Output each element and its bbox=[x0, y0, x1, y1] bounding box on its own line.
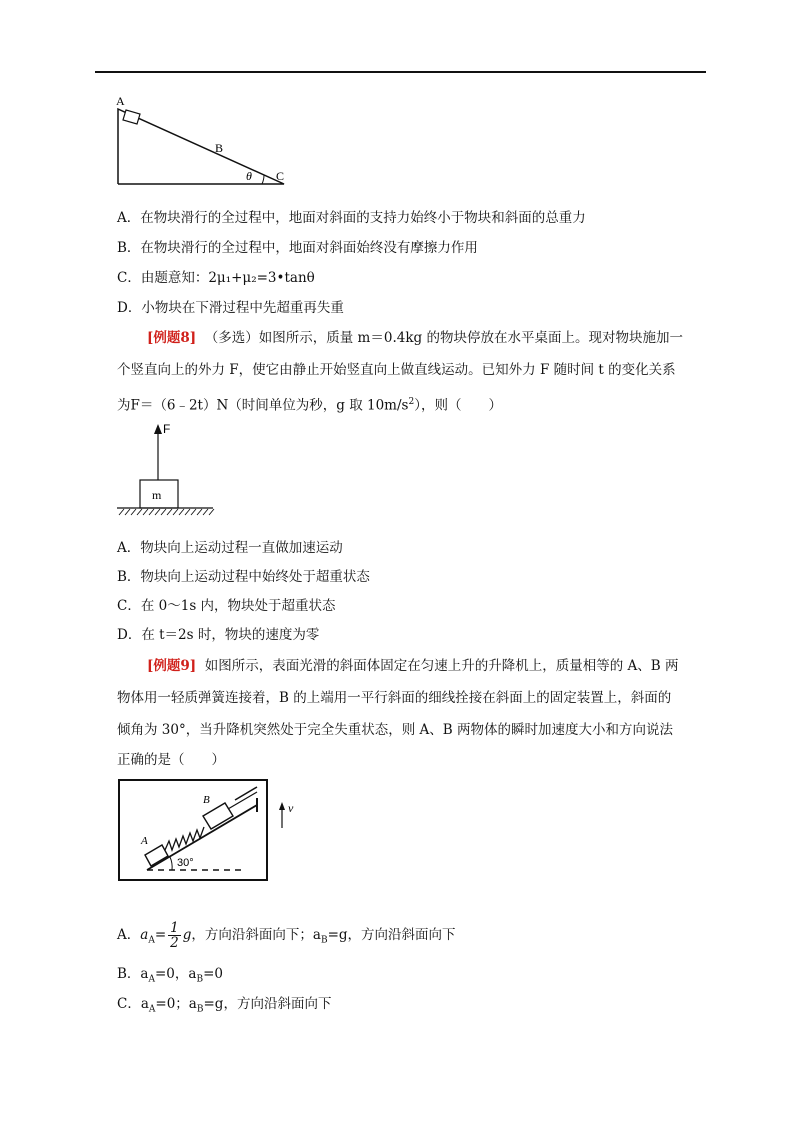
example9-line4: 正确的是（ ） bbox=[117, 752, 225, 768]
block-b bbox=[203, 803, 233, 829]
spring bbox=[165, 827, 204, 850]
label-f: F bbox=[163, 422, 171, 436]
example8-line1: [例题8] （多选）如图所示，质量 m＝0.4kg 的物块停放在水平桌面上。现对物块施加一 bbox=[147, 330, 683, 346]
example8-option-a: A．物块向上运动过程一直做加速运动 bbox=[117, 540, 343, 556]
label-m: m bbox=[152, 488, 162, 502]
example9-option-c: C．$a_A=0$；$a_B=g$，方向沿斜面向下 bbox=[117, 996, 332, 1015]
block-a bbox=[145, 845, 168, 866]
prev-option-d: D．小物块在下滑过程中先超重再失重 bbox=[117, 300, 344, 316]
force-figure bbox=[115, 420, 220, 520]
label-c: C bbox=[276, 169, 285, 183]
label-a: A bbox=[116, 94, 125, 108]
example9-line1: [例题9] 如图所示，表面光滑的斜面体固定在匀速上升的升降机上，质量相等的 A、B 两 bbox=[147, 658, 679, 674]
label-b: B bbox=[203, 794, 210, 806]
prev-option-b: B．在物块滑行的全过程中，地面对斜面始终没有摩擦力作用 bbox=[117, 240, 478, 256]
fraction-one-half: $\frac{1}{2}$ bbox=[170, 920, 179, 951]
example8-line3: 为F＝（6﹣2t）N（时间单位为秒，g 取 $10m/s^2$），则（ ） bbox=[117, 397, 502, 414]
example8-line2: 个竖直向上的外力 F，使它由静止开始竖直向上做直线运动。已知外力 F 随时间 t 的变化关系 bbox=[117, 362, 676, 378]
label-theta: θ bbox=[246, 169, 252, 183]
elevator-figure bbox=[117, 778, 307, 883]
incline-surface bbox=[147, 805, 257, 870]
incline-figure bbox=[112, 92, 297, 190]
incline-triangle bbox=[118, 109, 284, 184]
label-angle: 30° bbox=[177, 857, 194, 869]
label-a: A bbox=[141, 835, 148, 847]
ground-hatch bbox=[119, 509, 214, 515]
block-a bbox=[123, 110, 140, 124]
angle-arc bbox=[170, 857, 172, 870]
label-v: v bbox=[288, 801, 294, 815]
example8-tag: [例题8] bbox=[147, 330, 197, 346]
example8-option-b: B．物块向上运动过程中始终处于超重状态 bbox=[117, 569, 370, 585]
prev-option-c: C．由题意知：2μ₁+μ₂=3•tanθ bbox=[117, 270, 315, 286]
angle-arc bbox=[262, 175, 264, 184]
example9-option-a: A．$a_A=$ $\frac{1}{2}$ g，方向沿斜面向下；$a_B=g$，方向沿斜面向下 bbox=[117, 920, 456, 951]
example9-line3: 倾角为 30°，当升降机突然处于完全失重状态，则 A、B 两物体的瞬时加速度大小和方向说法 bbox=[117, 722, 673, 738]
example9-line2: 物体用一轻质弹簧连接着，B 的上端用一平行斜面的细线拴接在斜面上的固定装置上，斜面的 bbox=[117, 690, 672, 706]
force-arrow bbox=[154, 424, 162, 434]
example9-tag: [例题9] bbox=[147, 658, 197, 674]
header-rule bbox=[95, 71, 706, 73]
label-b: B bbox=[215, 141, 224, 155]
thread bbox=[228, 792, 257, 809]
example9-option-b: B．$a_A=0$，$a_B=0$ bbox=[117, 966, 223, 985]
example8-option-d: D．在 t＝2s 时，物块的速度为零 bbox=[117, 627, 320, 643]
example8-option-c: C．在 0～1s 内，物块处于超重状态 bbox=[117, 598, 336, 614]
prev-option-a: A．在物块滑行的全过程中，地面对斜面的支持力始终小于物块和斜面的总重力 bbox=[117, 210, 586, 226]
